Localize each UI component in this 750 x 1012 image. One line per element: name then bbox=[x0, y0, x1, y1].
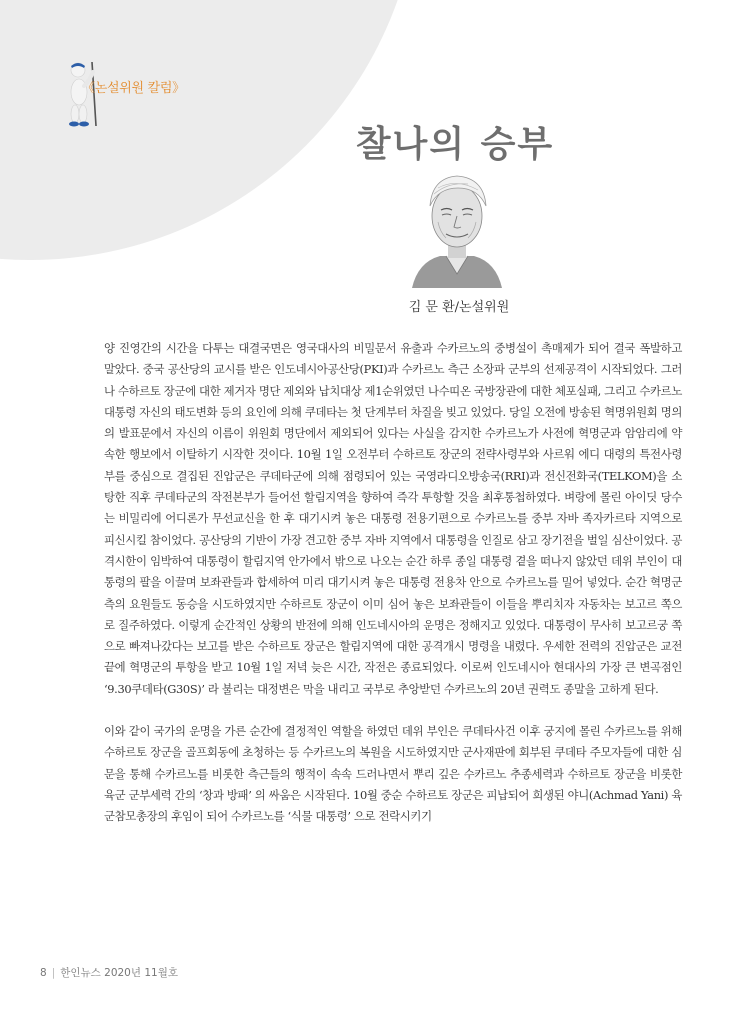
author-byline: 김 문 환/논설위원 bbox=[408, 300, 510, 315]
page-number: 8 bbox=[40, 967, 47, 979]
article-body bbox=[104, 338, 682, 828]
article-paragraph: 이와 같이 국가의 운명을 가른 순간에 결정적인 역할을 하였던 데위 부인은 쿠데타사건 이후 궁지에 몰린 수카르노를 위해 수하르토 장군을 골프회동에 초청하는 등 수카르노의 복원을 시도하였지만 군사재판에 회부된 쿠데타 주모자들에 대한 심문을 통해 수카르노를 비롯한 측근들의 행적이 속속 드러나면서 뿌리 깊은 수카르노 추종세력과 수하르토 장군을 비롯한 육군 군부세력 간의 ‘창과 방패’ 의 싸움은 시작된다. 10월 중순 수하르토 장군은 피납되어 희생된 야니(Achmad Yani) 육군참모총장의 후임이 되어 수카르노를 ‘식물 대통령’ 으로 전락시키기 bbox=[104, 724, 682, 824]
page-footer bbox=[40, 965, 178, 980]
author-portrait-image bbox=[398, 166, 516, 288]
publication-name: 한인뉴스 2020년 11월호 bbox=[60, 967, 178, 979]
column-category-label: 《논설위원 칼럼》 bbox=[82, 81, 185, 96]
article-paragraph: 양 진영간의 시간을 다투는 대결국면은 영국대사의 비밀문서 유출과 수카르노의 중병설이 촉매제가 되어 결국 폭발하고 말았다. 중국 공산당의 교시를 받은 인도네시아공산당(PKI)과 수카르노 측근 소장파 군부의 선제공격이 시작되었다. 그러나 수하르토 장군에 대한 제거자 명단 제외와 납치대상 제1순위였던 나수띠온 국방장관에 대한 체포실패, 그리고 수카르노 대통령 자신의 태도변화 등의 요인에 의해 쿠데타는 첫 단계부터 차질을 빚고 있었다. 당일 오전에 방송된 혁명위원회 명의의 발표문에서 자신의 이름이 위원회 명단에서 제외되어 있다는 사실을 감지한 수카르노가 사전에 혁명군과 암암리에 약속한 행보에서 이탈하기 시작한 것이다. 10월 1일 오전부터 수하르토 장군의 전략사령부와 사르워 에디 대령의 특전사령부를 중심으로 결집된 진압군은 쿠데타군에 의해 점령되어 있는 국영라디오방송국(RRI)과 전신전화국(TELKOM)을 소탕한 직후 쿠데타군의 작전본부가 들어선 할림지역을 향하여 즉각 투항할 것을 최후통첩하였다. 벼랑에 몰린 아이딧 당수는 비밀리에 어디론가 무선교신을 한 후 대기시켜 놓은 대통령 전용기편으로 수카르노를 중부 자바 족자카르타 지역으로 피신시킬 참이었다. 공산당의 기반이 가장 견고한 중부 자바 지역에서 대통령을 인질로 삼고 장기전을 벌일 심산이었다. 공격시한이 임박하여 대통령이 할림지역 안가에서 밖으로 나오는 순간 하루 종일 대통령 곁을 떠나지 않았던 데위 부인이 대통령의 팔을 이끌며 보좌관들과 합세하여 미리 대기시켜 놓은 대통령 전용차 안으로 수카르노를 밀어 넣었다. 순간 혁명군 측의 요원들도 동승을 시도하였지만 수하르토 장군이 이미 심어 놓은 보좌관들이 이들을 뿌리치자 자동차는 보고르 쪽으로 질주하였다. 이렇게 순간적인 상황의 반전에 의해 인도네시아의 운명은 정해지고 있었다. 대통령이 무사히 보고르궁 쪽으로 빠져나갔다는 보고를 받은 수하르토 장군은 할림지역에 대한 공격개시 명령을 내렸다. 우세한 전력의 진압군은 교전 끝에 혁명군의 투항을 받고 10월 1일 저녁 늦은 시간, 작전은 종료되었다. 이로써 인도네시아 현대사의 가장 큰 변곡점인 ‘9.30쿠데타(G30S)’ 라 불리는 대정변은 막을 내리고 국부로 추앙받던 수카르노의 20년 권력도 종말을 고하게 된다. bbox=[104, 341, 682, 696]
article-title: 찰나의 승부 bbox=[355, 124, 555, 165]
footer-divider: | bbox=[51, 967, 56, 979]
